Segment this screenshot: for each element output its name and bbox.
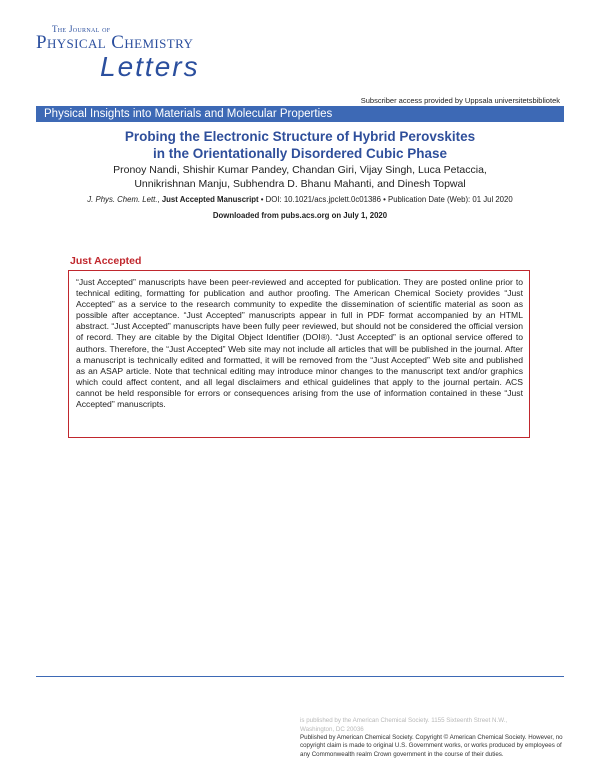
citation-status: Just Accepted Manuscript — [161, 195, 259, 204]
footer-copyright: Published by American Chemical Society. Copyright © American Chemical Society. However, no copyright claim is made to original U.S. Government works, or works produced by employees of any Commonwealth realm Crown government in the course of their duties. — [300, 734, 563, 758]
just-accepted-heading: Just Accepted — [70, 255, 142, 267]
subscriber-notice: Subscriber access provided by Uppsala universitetsbibliotek — [360, 96, 560, 105]
article-authors — [36, 163, 564, 191]
citation-line — [36, 195, 564, 204]
article-title-line2: in the Orientationally Disordered Cubic Phase — [152, 146, 448, 161]
article-title — [36, 128, 564, 162]
footer-divider — [36, 676, 564, 677]
section-banner: Physical Insights into Materials and Molecular Properties — [36, 106, 564, 122]
citation-doi-date: • DOI: 10.1021/acs.jpclett.0c01386 • Publication Date (Web): 01 Jul 2020 — [258, 195, 513, 204]
citation-separator: , — [157, 195, 162, 204]
downloaded-notice: Downloaded from pubs.acs.org on July 1, 2020 — [212, 211, 388, 220]
footer-publisher — [300, 717, 568, 734]
article-title-line1: Probing the Electronic Structure of Hybrid Perovskites — [124, 129, 476, 144]
footer-publisher-line1: is published by the American Chemical Society. 1155 Sixteenth Street N.W., — [300, 717, 508, 724]
just-accepted-box — [68, 270, 530, 438]
footer-publisher-line2: Washington, DC 20036 — [300, 725, 364, 733]
logo-the-journal: The Journal of — [52, 24, 111, 34]
authors-line2: Unnikrishnan Manju, Subhendra D. Bhanu Mahanti, and Dinesh Topwal — [134, 178, 466, 190]
logo-physical-chemistry: Physical Chemistry — [36, 32, 194, 53]
just-accepted-body: “Just Accepted” manuscripts have been peer-reviewed and accepted for publication. They are posted online prior to technical editing, formatting for publication and author proofing. The American Chemical Society provides “Just Accepted” as a service to the research community to expedite the dissemination of scientific material as soon as possible after acceptance. “Just Accepted” manuscripts appear in full in PDF format accompanied by an HTML abstract. “Just Accepted” manuscripts have been fully peer reviewed, but should not be considered the official version of record. They are citable by the Digital Object Identifier (DOI®). “Just Accepted” is an optional service offered to authors. Therefore, the “Just Accepted” Web site may not include all articles that will be published in the journal. After a manuscript is technically edited and formatted, it will be removed from the “Just Accepted” Web site and published as an ASAP article. Note that technical editing may introduce minor changes to the manuscript text and/or graphics which could affect content, and all legal disclaimers and ethical guidelines that apply to the journal pertain. ACS cannot be held responsible for errors or consequences arising from the use of information contained in these “Just Accepted” manuscripts. — [76, 277, 523, 410]
authors-line1: Pronoy Nandi, Shishir Kumar Pandey, Chandan Giri, Vijay Singh, Luca Petaccia, — [113, 164, 487, 176]
citation-journal: J. Phys. Chem. Lett. — [87, 195, 158, 204]
journal-logo — [36, 24, 226, 84]
logo-letters: Letters — [100, 51, 200, 82]
